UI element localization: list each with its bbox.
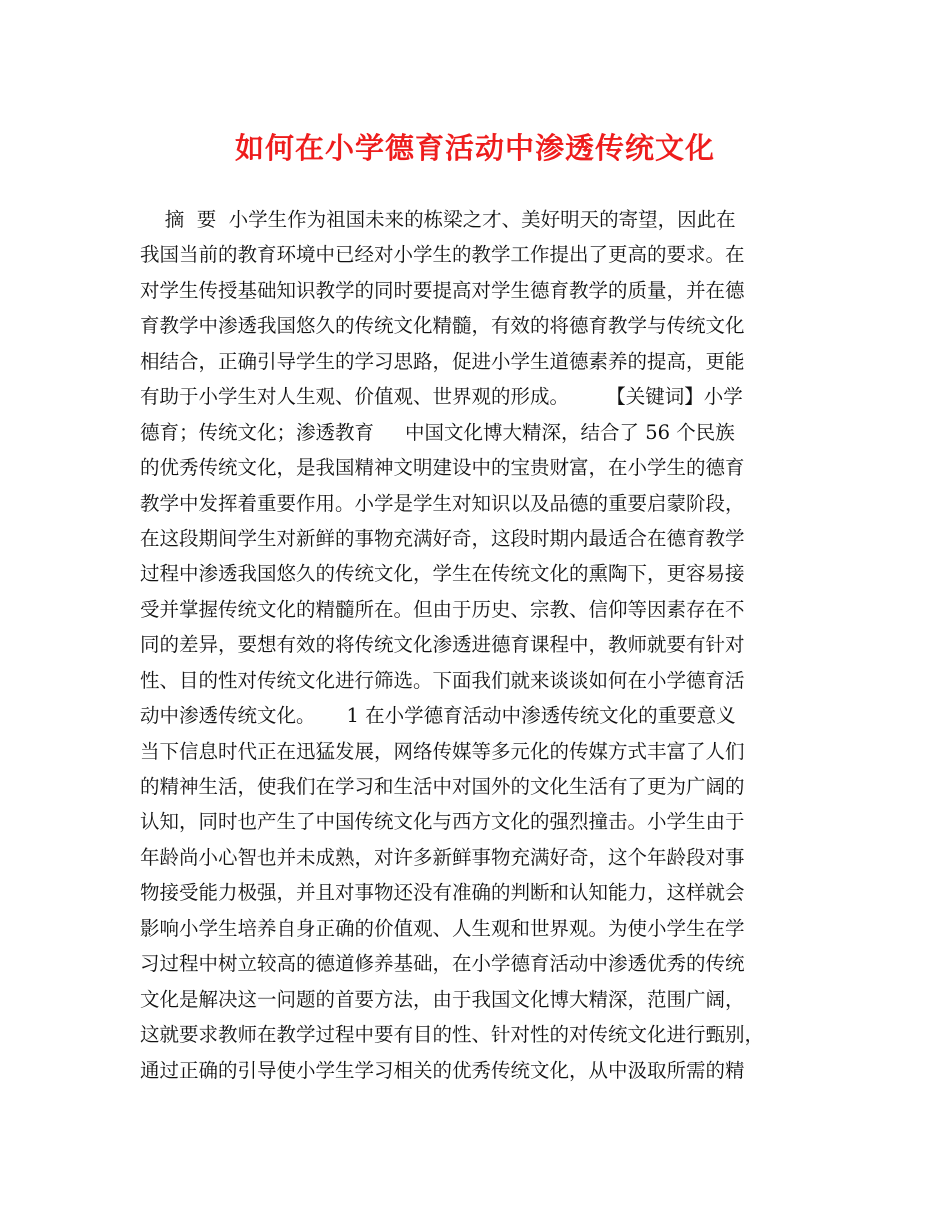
text-line: 在这段期间学生对新鲜的事物充满好奇，这段时期内最适合在德育教学 [140,526,745,550]
text-line: 同的差异，要想有效的将传统文化渗透进德育课程中，教师就要有针对 [140,633,745,657]
text-line: 的优秀传统文化，是我国精神文明建设中的宝贵财富，在小学生的德育 [140,456,745,480]
text-line: 育教学中渗透我国悠久的传统文化精髓，有效的将德育教学与传统文化 [140,314,745,338]
text-line: 性、目的性对传统文化进行筛选。下面我们就来谈谈如何在小学德育活 [140,668,745,692]
text-line: 相结合，正确引导学生的学习思路，促进小学生道德素养的提高，更能 [140,349,745,373]
text-line: 摘 要 小学生作为祖国未来的栋梁之才、美好明天的寄望，因此在 [140,208,736,231]
text-line: 当下信息时代正在迅猛发展，网络传媒等多元化的传媒方式丰富了人们 [140,739,745,763]
text-line: 教学中发挥着重要作用。小学是学生对知识以及品德的重要启蒙阶段， [140,491,745,515]
text-line: 年龄尚小心智也并未成熟，对许多新鲜事物充满好奇，这个年龄段对事 [140,845,745,869]
text-line: 我国当前的教育环境中已经对小学生的教学工作提出了更高的要求。在 [140,243,745,267]
text-line: 认知，同时也产生了中国传统文化与西方文化的强烈撞击。小学生由于 [140,810,745,834]
text-line: 受并掌握传统文化的精髓所在。但由于历史、宗教、信仰等因素存在不 [140,597,745,621]
text-line: 对学生传授基础知识教学的同时要提高对学生德育教学的质量，并在德 [140,278,745,302]
text-line: 习过程中树立较高的德道修养基础，在小学德育活动中渗透优秀的传统 [140,952,745,976]
text-line: 影响小学生培养自身正确的价值观、人生观和世界观。为使小学生在学 [140,916,745,940]
text-line: 德育；传统文化；渗透教育 中国文化博大精深，结合了 56 个民族 [140,420,735,444]
body-text [140,202,820,1088]
text-line: 文化是解决这一问题的首要方法，由于我国文化博大精深，范围广阔， [140,987,745,1011]
text-line: 有助于小学生对人生观、价值观、世界观的形成。 【关键词】小学 [140,385,743,409]
text-line: 动中渗透传统文化。 1 在小学德育活动中渗透传统文化的重要意义 [140,704,736,728]
text-line: 的精神生活，使我们在学习和生活中对国外的文化生活有了更为广阔的 [140,775,745,798]
text-line: 过程中渗透我国悠久的传统文化，学生在传统文化的熏陶下，更容易接 [140,562,745,586]
document-title: 如何在小学德育活动中渗透传统文化 [234,131,715,165]
text-line: 通过正确的引导使小学生学习相关的优秀传统文化，从中汲取所需的精 [140,1058,745,1082]
text-line: 这就要求教师在教学过程中要有目的性、针对性的对传统文化进行甄别， [140,1023,765,1047]
text-line: 物接受能力极强，并且对事物还没有准确的判断和认知能力，这样就会 [140,881,745,905]
